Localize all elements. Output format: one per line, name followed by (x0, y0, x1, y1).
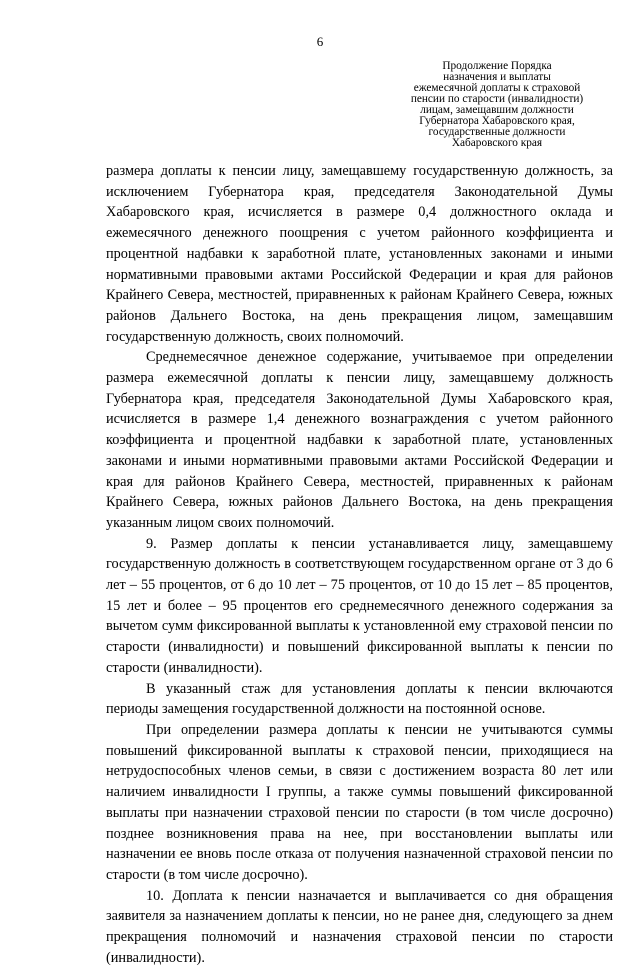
body-paragraph: Среднемесячное денежное содержание, учитываемое при определении размера ежемесячной доплаты к пенсии лицу, замещавшему должность Губернатора края, председателя Законодательной Думы Хабаровского края, исчисляется в размере 1,4 денежного вознаграждения с учетом районного коэффициента и процентной надбавки к заработной плате, установленных законами и иными нормативными правовыми актами Российской Федерации и края для районов Крайнего Севера, местностей, приравненных к районам Крайнего Севера, южных районов Дальнего Востока, на день прекращения указанным лицом своих полномочий. (106, 349, 613, 531)
header-line: Губернатора Хабаровского края, (419, 115, 575, 127)
body-paragraph: размера доплаты к пенсии лицу, замещавшему государственную должность, за исключением Губернатора края, председателя Законодательной Думы Хабаровского края, исчисляется в размере 0,4 должностного оклада и ежемесячного денежного поощрения с учетом районного коэффициента и процентной надбавки к заработной плате, установленных законами и иными нормативными правовыми актами Российской Федерации и края для районов Крайнего Севера, местностей, приравненных к районам Крайнего Севера, южных районов Дальнего Востока, на день прекращения лицом, замещавшим государственную должность, своих полномочий. (106, 163, 613, 345)
document-body (106, 161, 613, 968)
header-line: ежемесячной доплаты к страховой (413, 82, 581, 94)
header-line: Хабаровского края (451, 137, 543, 149)
header-line: лицам, замещавшим должности (420, 104, 574, 116)
header-line: Продолжение Порядка (442, 60, 552, 72)
body-paragraph: При определении размера доплаты к пенсии не учитываются суммы повышений фиксированной выплаты к страховой пенсии, приходящиеся на нетрудоспособных членов семьи, в связи с достижением возраста 80 лет или наличием инвалидности I группы, а также суммы повышений фиксированной выплаты при назначении страховой пенсии по старости (в том числе досрочно) позднее возникновения права на нее, при восстановлении выплаты или назначении ее вновь после отказа от получения назначенной страховой пенсии по старости (в том числе досрочно). (106, 721, 613, 883)
page-number: 6 (316, 34, 324, 49)
header-line: государственные должности (428, 126, 566, 138)
body-paragraph: В указанный стаж для установления доплаты к пенсии включаются периоды замещения государственной должности на постоянной основе. (106, 680, 613, 718)
header-line: пенсии по старости (инвалидности) (410, 93, 584, 105)
document-header (384, 61, 610, 149)
body-paragraph: 10. Доплата к пенсии назначается и выплачивается со дня обращения заявителя за назначением доплаты к пенсии, но не ранее дня, следующего за днем прекращения полномочий и назначения страховой пенсии по старости (инвалидности). (106, 887, 613, 966)
header-line: назначения и выплаты (443, 71, 551, 83)
body-paragraph: 9. Размер доплаты к пенсии устанавливается лицу, замещавшему государственную должность в соответствующем государственном органе от 3 до 6 лет – 55 процентов, от 6 до 10 лет – 75 процентов, от 10 до 15 лет – 85 процентов, 15 лет и более – 95 процентов его среднемесячного денежного содержания за вычетом сумм фиксированной выплаты к установленной ему страховой пенсии по старости (инвалидности) и повышений фиксированной выплаты к пенсии по старости (инвалидности). (106, 535, 613, 676)
